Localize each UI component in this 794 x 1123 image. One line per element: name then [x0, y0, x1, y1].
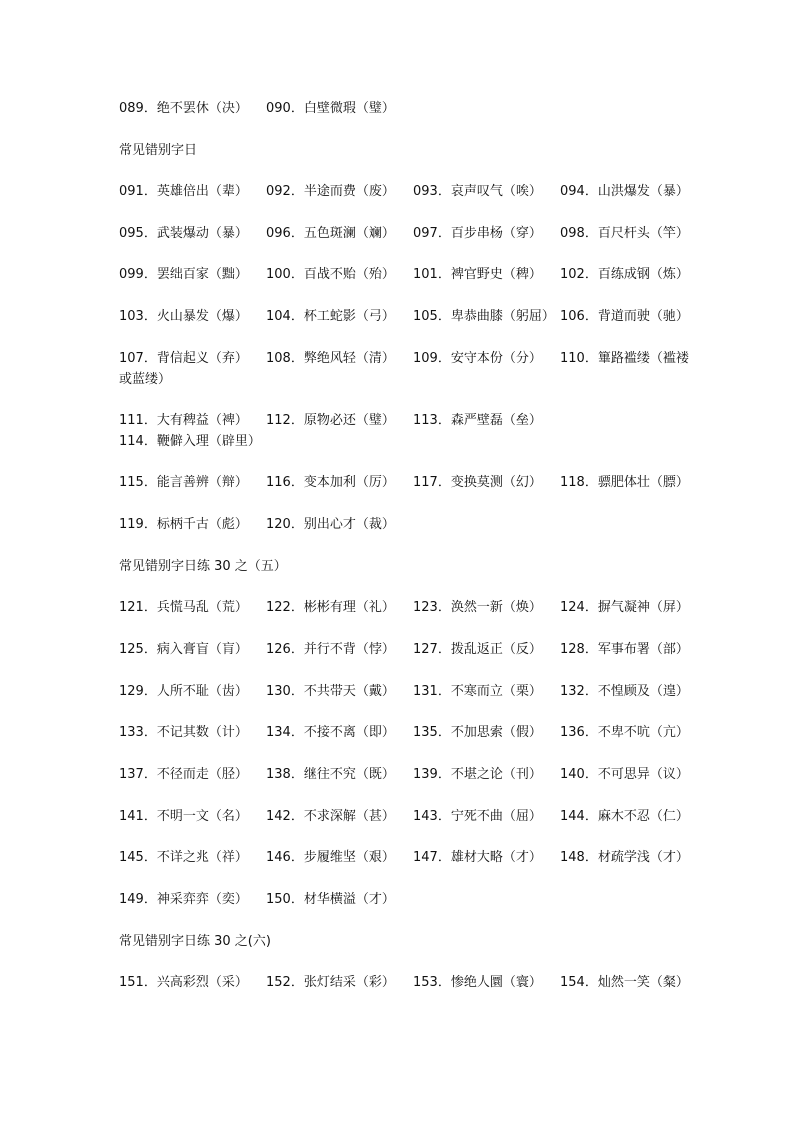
entry-row	[119, 639, 699, 660]
entry-item: 148．材疏学浅（才）	[560, 850, 689, 865]
entry-row	[119, 306, 699, 327]
entry-item: 141．不明一文（名）	[119, 809, 248, 824]
entry-item: 104．杯工蛇影（弓）	[266, 309, 395, 324]
entry-item: 110．篳路褴缕（褴褛或蓝缕）	[119, 351, 689, 387]
entry-item: 119．标柄千古（彪）	[119, 517, 248, 532]
entry-item: 150．材华横溢（才）	[266, 892, 395, 907]
entry-item: 136．不卑不吭（亢）	[560, 725, 689, 740]
entry-row	[119, 597, 699, 618]
entry-item: 127．拨乱返正（反）	[413, 642, 542, 657]
entry-row	[119, 847, 699, 868]
entry-row	[119, 764, 699, 785]
entry-item: 120．别出心才（裁）	[266, 517, 395, 532]
entry-item: 115．能言善辨（辩）	[119, 475, 248, 490]
entry-item: 102．百练成钢（炼）	[560, 267, 689, 282]
entry-item: 154．灿然一笑（粲）	[560, 975, 689, 990]
entry-item: 095．武装爆动（暴）	[119, 226, 248, 241]
entry-item: 121．兵慌马乱（荒）	[119, 600, 248, 615]
entry-row	[119, 223, 699, 244]
entry-item: 138．继往不究（既）	[266, 767, 395, 782]
entry-item: 147．雄材大略（才）	[413, 850, 542, 865]
entry-item: 113．森严壁磊（垒）	[413, 413, 542, 428]
entry-row	[119, 472, 699, 493]
entry-item: 112．原物必还（璧）	[266, 413, 395, 428]
entry-row	[119, 410, 699, 452]
entry-item: 103．火山暴发（爆）	[119, 309, 248, 324]
entry-item: 123．涣然一新（焕）	[413, 600, 542, 615]
entry-item: 129．人所不耻（齿）	[119, 684, 248, 699]
entry-item: 133．不记其数（计）	[119, 725, 248, 740]
entry-item: 143．宁死不曲（屈）	[413, 809, 542, 824]
entry-item: 096．五色斑澜（斓）	[266, 226, 395, 241]
entry-item: 130．不共带天（戴）	[266, 684, 395, 699]
entry-item: 091．英雄倍出（辈）	[119, 184, 248, 199]
entry-item: 135．不加思索（假）	[413, 725, 542, 740]
entry-row	[119, 348, 699, 390]
entry-item: 124．摒气凝神（屏）	[560, 600, 689, 615]
entry-item: 105．卑恭曲膝（躬屈）	[413, 309, 555, 324]
entry-item: 128．军事布署（部）	[560, 642, 689, 657]
entry-item: 097．百步串杨（穿）	[413, 226, 542, 241]
entry-item: 099．罢绌百家（黜）	[119, 267, 248, 282]
entry-item: 108．弊绝风轻（清）	[266, 351, 395, 366]
entry-item: 109．安守本份（分）	[413, 351, 542, 366]
entry-item: 125．病入膏盲（肓）	[119, 642, 248, 657]
entry-item: 139．不堪之论（刊）	[413, 767, 542, 782]
entry-item: 094．山洪爆发（暴）	[560, 184, 689, 199]
entry-item: 101．裨官野史（稗）	[413, 267, 542, 282]
entry-row	[119, 681, 699, 702]
entry-item: 090．白壁微瑕（璧）	[266, 101, 395, 116]
entry-row	[119, 889, 699, 910]
entry-row	[119, 181, 699, 202]
section-heading: 常见错别字日练 30 之（五）	[119, 559, 287, 574]
entry-item: 107．背信起义（弃）	[119, 351, 248, 366]
entry-item: 116．变本加利（厉）	[266, 475, 395, 490]
entry-item: 149．神采弈弈（奕）	[119, 892, 248, 907]
entry-item: 114．鞭僻入理（辟里）	[119, 434, 261, 449]
entry-item: 092．半途而费（废）	[266, 184, 395, 199]
entry-item: 134．不接不离（即）	[266, 725, 395, 740]
entry-item: 142．不求深解（甚）	[266, 809, 395, 824]
entry-item: 106．背道而驶（驰）	[560, 309, 689, 324]
entry-row	[119, 722, 699, 743]
entry-item: 126．并行不背（悖）	[266, 642, 395, 657]
entry-item: 131．不寒而立（栗）	[413, 684, 542, 699]
entry-row	[119, 806, 699, 827]
entry-item: 118．骠肥体壮（膘）	[560, 475, 689, 490]
entry-row	[119, 98, 699, 119]
entry-item: 152．张灯结采（彩）	[266, 975, 395, 990]
entry-item: 117．变换莫测（幻）	[413, 475, 542, 490]
entry-item: 151．兴高彩烈（采）	[119, 975, 248, 990]
entry-item: 132．不惶顾及（遑）	[560, 684, 689, 699]
entry-item: 144．麻木不忍（仁）	[560, 809, 689, 824]
entry-row	[119, 264, 699, 285]
entry-item: 122．彬彬有理（礼）	[266, 600, 395, 615]
section-heading: 常见错别字日练 30 之(六)	[119, 934, 271, 949]
entry-item: 145．不详之兆（祥）	[119, 850, 248, 865]
entry-item: 089．绝不罢休（决）	[119, 101, 248, 116]
section-heading: 常见错别字日	[119, 143, 198, 158]
entry-row	[119, 514, 699, 535]
entry-item: 093．哀声叹气（唉）	[413, 184, 542, 199]
entry-item: 098．百尺杆头（竿）	[560, 226, 689, 241]
entry-row	[119, 972, 699, 993]
entry-item: 137．不径而走（胫）	[119, 767, 248, 782]
entry-item: 146．步履维坚（艰）	[266, 850, 395, 865]
entry-item: 100．百战不贻（殆）	[266, 267, 395, 282]
entry-item: 111．大有稗益（裨）	[119, 413, 248, 428]
entry-item: 140．不可思异（议）	[560, 767, 689, 782]
entry-item: 153．惨绝人圜（寰）	[413, 975, 542, 990]
